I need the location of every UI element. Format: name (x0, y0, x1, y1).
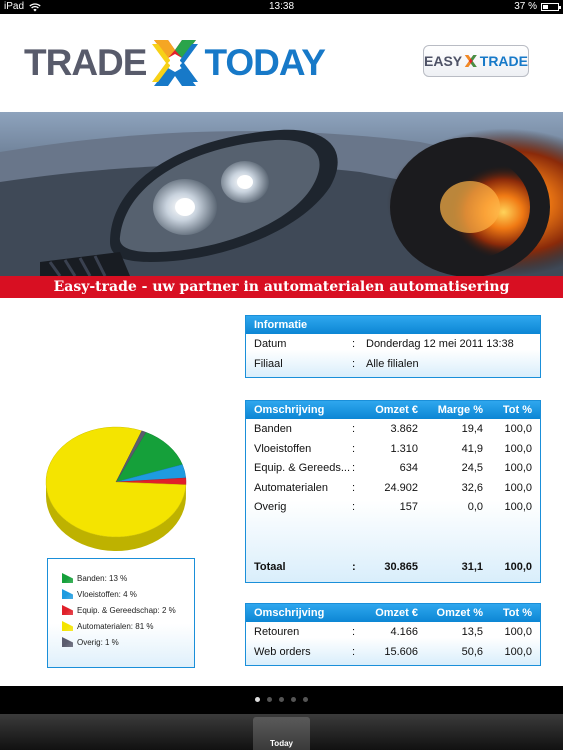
row-revenue-pct: 13,5 (461, 626, 483, 638)
legend-swatch (62, 637, 73, 647)
column-header-description: Omschrijving (254, 404, 325, 416)
table-row (246, 626, 540, 644)
row-share: 100,0 (504, 442, 532, 455)
row-revenue: 1.310 (390, 442, 418, 455)
row-label: Automaterialen (254, 481, 328, 494)
total-sep: : (352, 561, 356, 573)
row-share: 100,0 (504, 646, 532, 658)
legend-label: Banden: 13 % (77, 573, 128, 583)
table-row (246, 482, 540, 500)
legend-label: Vloeistoffen: 4 % (77, 589, 137, 599)
total-revenue: 30.865 (384, 561, 418, 573)
page-dot[interactable] (303, 697, 308, 702)
page-indicator[interactable] (0, 697, 563, 702)
row-margin: 41,9 (461, 442, 483, 455)
row-sep: : (352, 501, 356, 513)
table-row (246, 462, 540, 480)
row-sep: : (352, 462, 356, 474)
page-dot[interactable] (279, 697, 284, 702)
info-sep: : (352, 358, 356, 370)
column-header-revenue-pct: Omzet % (436, 607, 483, 619)
legend-item (62, 637, 119, 647)
row-margin: 32,6 (461, 481, 483, 494)
legend-label: Automaterialen: 81 % (77, 621, 154, 631)
chart-legend (47, 558, 195, 668)
legend-swatch (62, 605, 73, 615)
row-margin: 19,4 (461, 423, 483, 435)
row-share: 100,0 (504, 481, 532, 494)
row-share: 100,0 (504, 626, 532, 638)
table-row (246, 423, 540, 441)
row-sep: : (352, 646, 356, 658)
table-row (246, 358, 540, 376)
row-sep: : (352, 442, 356, 455)
row-label: Web orders (254, 646, 311, 658)
row-label: Retouren (254, 626, 300, 638)
info-table (245, 315, 541, 378)
row-margin: 0,0 (467, 501, 483, 513)
legend-swatch (62, 589, 73, 599)
column-header-revenue: Omzet € (375, 607, 418, 619)
legend-item (62, 605, 176, 615)
row-share: 100,0 (504, 501, 532, 513)
info-value-date: Donderdag 12 mei 2011 13:38 (366, 338, 514, 350)
row-revenue: 4.166 (390, 626, 418, 638)
legend-swatch (62, 573, 73, 583)
column-header-description: Omschrijving (254, 607, 325, 619)
sales-table (245, 400, 541, 583)
legend-item (62, 589, 137, 599)
table-row (246, 501, 540, 519)
sales-table-header (246, 401, 540, 419)
battery-icon (541, 3, 559, 11)
orders-table (245, 603, 541, 666)
row-sep: : (352, 423, 356, 435)
status-time: 13:38 (268, 1, 295, 12)
car-banner-image (0, 112, 563, 276)
page-dot[interactable] (291, 697, 296, 702)
row-label: Vloeistoffen (254, 442, 312, 455)
tab-today[interactable]: Today (253, 717, 310, 750)
info-label-branch: Filiaal (254, 358, 283, 370)
logo-cross-icon (148, 36, 202, 90)
row-label: Overig (254, 501, 287, 513)
info-sep: : (352, 338, 356, 350)
row-margin: 24,5 (461, 462, 483, 474)
badge-cross-icon (464, 53, 478, 69)
legend-item (62, 573, 127, 583)
legend-item (62, 621, 154, 631)
total-margin: 31,1 (461, 561, 483, 573)
row-revenue: 157 (399, 501, 418, 513)
page-dot[interactable] (267, 697, 272, 702)
revenue-pie-chart (44, 420, 204, 555)
banner-tagline: Easy-trade - uw partner in automaterialen automatisering (0, 276, 563, 298)
row-sep: : (352, 626, 356, 638)
info-label-date: Datum (254, 338, 287, 350)
legend-label: Overig: 1 % (77, 637, 119, 647)
page-dot[interactable] (255, 697, 260, 702)
column-header-revenue: Omzet € (375, 404, 418, 416)
row-share: 100,0 (504, 462, 532, 474)
status-bar (0, 0, 563, 14)
row-share: 100,0 (504, 423, 532, 435)
car-headlight-illustration (0, 112, 563, 276)
table-row (246, 646, 540, 664)
info-value-branch: Alle filialen (366, 358, 419, 370)
row-revenue: 3.862 (390, 423, 418, 435)
info-table-header (246, 316, 540, 334)
info-header-title: Informatie (254, 319, 308, 331)
app-header (0, 14, 563, 112)
trade-today-logo: TRADE TODAY (24, 36, 325, 90)
table-row (246, 338, 540, 356)
pie-chart-svg (44, 420, 204, 555)
row-sep: : (352, 481, 356, 494)
row-label: Equip. & Gereeds... (254, 462, 350, 474)
total-share: 100,0 (504, 561, 532, 573)
row-revenue: 24.902 (384, 481, 418, 494)
table-total-row (246, 561, 540, 579)
row-revenue-pct: 50,6 (461, 646, 483, 658)
column-header-margin: Marge % (437, 404, 483, 416)
row-revenue: 15.606 (384, 646, 418, 658)
easy-trade-badge[interactable]: EASY TRADE (423, 45, 529, 77)
row-revenue: 634 (399, 462, 418, 474)
battery-percentage: 37 % (514, 1, 537, 12)
column-header-total: Tot % (502, 607, 532, 619)
legend-label: Equip. & Gereedschap: 2 % (77, 605, 176, 615)
orders-table-header (246, 604, 540, 622)
table-row (246, 443, 540, 461)
row-label: Banden (254, 423, 292, 435)
device-name: iPad (4, 1, 25, 12)
column-header-total: Tot % (502, 404, 532, 416)
legend-swatch (62, 621, 73, 631)
total-label: Totaal (254, 561, 286, 573)
